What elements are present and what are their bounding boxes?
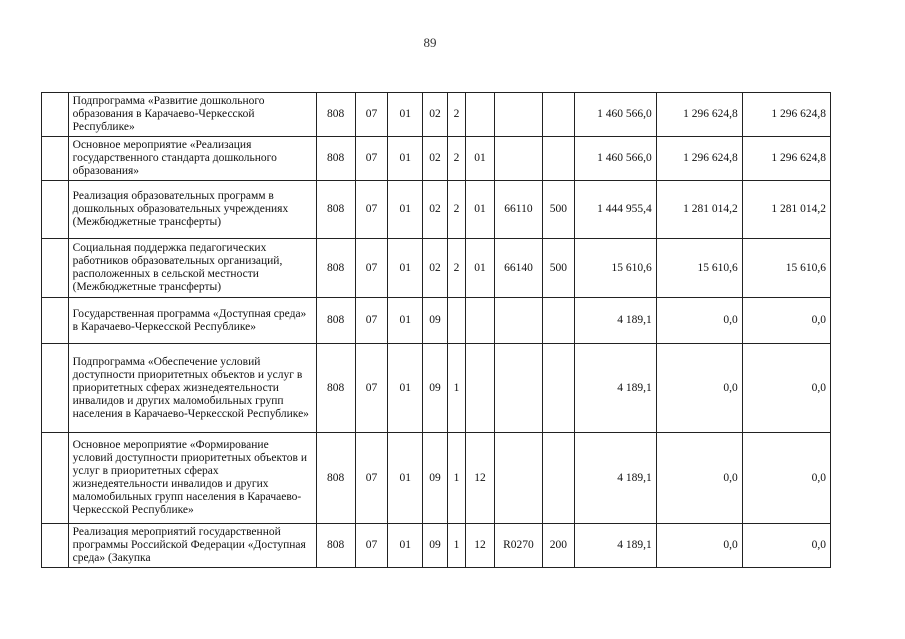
expense-type-cell: 200 bbox=[543, 524, 575, 568]
page-number: 89 bbox=[423, 35, 437, 50]
direction-code-cell bbox=[494, 93, 542, 137]
ministry-code-cell: 808 bbox=[316, 298, 355, 344]
expense-type-cell bbox=[543, 433, 575, 524]
blank-cell bbox=[42, 524, 69, 568]
ministry-code-cell: 808 bbox=[316, 433, 355, 524]
amount-year1-cell: 15 610,6 bbox=[574, 239, 656, 298]
amount-year3-cell: 0,0 bbox=[742, 298, 830, 344]
blank-cell bbox=[42, 298, 69, 344]
subprogram-code-cell: 1 bbox=[447, 524, 465, 568]
expense-type-cell bbox=[543, 344, 575, 433]
section-code-cell: 07 bbox=[355, 181, 388, 239]
measure-code-cell bbox=[466, 93, 495, 137]
item-name-cell: Подпрограмма «Обеспечение условий доступности приоритетных объектов и услуг в приоритетных сферах жизнедеятельности инвалидов и других маломобильных групп населения в Карачаево-Черкесской Республике» bbox=[68, 344, 316, 433]
subprogram-code-cell: 2 bbox=[447, 181, 465, 239]
measure-code-cell: 01 bbox=[466, 181, 495, 239]
item-name-cell: Подпрограмма «Развитие дошкольного образования в Карачаево-Черкесской Республике» bbox=[68, 93, 316, 137]
measure-code-cell: 01 bbox=[466, 239, 495, 298]
amount-year3-cell: 15 610,6 bbox=[742, 239, 830, 298]
blank-cell bbox=[42, 344, 69, 433]
amount-year2-cell: 15 610,6 bbox=[656, 239, 742, 298]
direction-code-cell bbox=[494, 137, 542, 181]
amount-year1-cell: 1 460 566,0 bbox=[574, 137, 656, 181]
blank-cell bbox=[42, 239, 69, 298]
item-name-cell: Основное мероприятие «Реализация государственного стандарта дошкольного образования» bbox=[68, 137, 316, 181]
budget-table bbox=[41, 92, 831, 568]
amount-year2-cell: 0,0 bbox=[656, 524, 742, 568]
amount-year3-cell: 0,0 bbox=[742, 344, 830, 433]
subprogram-code-cell: 2 bbox=[447, 137, 465, 181]
amount-year2-cell: 1 281 014,2 bbox=[656, 181, 742, 239]
program-code-cell: 02 bbox=[423, 137, 448, 181]
expense-type-cell bbox=[543, 137, 575, 181]
measure-code-cell: 12 bbox=[466, 433, 495, 524]
section-code-cell: 07 bbox=[355, 524, 388, 568]
program-code-cell: 09 bbox=[423, 433, 448, 524]
item-name-cell: Реализация мероприятий государственной программы Российской Федерации «Доступная среда» (Закупка bbox=[68, 524, 316, 568]
amount-year3-cell: 1 281 014,2 bbox=[742, 181, 830, 239]
table-row bbox=[42, 344, 831, 433]
amount-year2-cell: 1 296 624,8 bbox=[656, 93, 742, 137]
subsection-code-cell: 01 bbox=[388, 344, 423, 433]
amount-year3-cell: 0,0 bbox=[742, 524, 830, 568]
subsection-code-cell: 01 bbox=[388, 524, 423, 568]
expense-type-cell: 500 bbox=[543, 239, 575, 298]
item-name-cell: Реализация образовательных программ в дошкольных образовательных учреждениях (Межбюджетные трансферты) bbox=[68, 181, 316, 239]
amount-year3-cell: 0,0 bbox=[742, 433, 830, 524]
program-code-cell: 02 bbox=[423, 93, 448, 137]
subsection-code-cell: 01 bbox=[388, 181, 423, 239]
amount-year1-cell: 1 460 566,0 bbox=[574, 93, 656, 137]
section-code-cell: 07 bbox=[355, 239, 388, 298]
expense-type-cell bbox=[543, 93, 575, 137]
subprogram-code-cell: 1 bbox=[447, 344, 465, 433]
amount-year2-cell: 1 296 624,8 bbox=[656, 137, 742, 181]
section-code-cell: 07 bbox=[355, 344, 388, 433]
blank-cell bbox=[42, 433, 69, 524]
subsection-code-cell: 01 bbox=[388, 298, 423, 344]
direction-code-cell bbox=[494, 433, 542, 524]
item-name-cell: Государственная программа «Доступная среда» в Карачаево-Черкесской Республике» bbox=[68, 298, 316, 344]
measure-code-cell bbox=[466, 298, 495, 344]
section-code-cell: 07 bbox=[355, 298, 388, 344]
direction-code-cell: 66110 bbox=[494, 181, 542, 239]
table-row bbox=[42, 93, 831, 137]
direction-code-cell bbox=[494, 344, 542, 433]
program-code-cell: 02 bbox=[423, 181, 448, 239]
section-code-cell: 07 bbox=[355, 93, 388, 137]
table-row bbox=[42, 239, 831, 298]
blank-cell bbox=[42, 181, 69, 239]
amount-year2-cell: 0,0 bbox=[656, 344, 742, 433]
subsection-code-cell: 01 bbox=[388, 137, 423, 181]
ministry-code-cell: 808 bbox=[316, 344, 355, 433]
ministry-code-cell: 808 bbox=[316, 239, 355, 298]
blank-cell bbox=[42, 93, 69, 137]
table-row bbox=[42, 433, 831, 524]
amount-year1-cell: 4 189,1 bbox=[574, 433, 656, 524]
subsection-code-cell: 01 bbox=[388, 433, 423, 524]
amount-year2-cell: 0,0 bbox=[656, 298, 742, 344]
ministry-code-cell: 808 bbox=[316, 93, 355, 137]
direction-code-cell bbox=[494, 298, 542, 344]
direction-code-cell: R0270 bbox=[494, 524, 542, 568]
expense-type-cell: 500 bbox=[543, 181, 575, 239]
ministry-code-cell: 808 bbox=[316, 181, 355, 239]
measure-code-cell: 01 bbox=[466, 137, 495, 181]
expense-type-cell bbox=[543, 298, 575, 344]
measure-code-cell: 12 bbox=[466, 524, 495, 568]
program-code-cell: 02 bbox=[423, 239, 448, 298]
measure-code-cell bbox=[466, 344, 495, 433]
section-code-cell: 07 bbox=[355, 433, 388, 524]
item-name-cell: Социальная поддержка педагогических работников образовательных организаций, расположенных в сельской местности (Межбюджетные трансферты) bbox=[68, 239, 316, 298]
amount-year1-cell: 4 189,1 bbox=[574, 298, 656, 344]
table-row bbox=[42, 137, 831, 181]
ministry-code-cell: 808 bbox=[316, 137, 355, 181]
ministry-code-cell: 808 bbox=[316, 524, 355, 568]
subsection-code-cell: 01 bbox=[388, 239, 423, 298]
table-row bbox=[42, 298, 831, 344]
amount-year1-cell: 4 189,1 bbox=[574, 344, 656, 433]
program-code-cell: 09 bbox=[423, 524, 448, 568]
subprogram-code-cell: 2 bbox=[447, 239, 465, 298]
subprogram-code-cell: 2 bbox=[447, 93, 465, 137]
program-code-cell: 09 bbox=[423, 344, 448, 433]
blank-cell bbox=[42, 137, 69, 181]
amount-year3-cell: 1 296 624,8 bbox=[742, 137, 830, 181]
item-name-cell: Основное мероприятие «Формирование условий доступности приоритетных объектов и услуг в приоритетных сферах жизнедеятельности инвалидов и других маломобильных групп населения в Карачаево-Черкесской Республике» bbox=[68, 433, 316, 524]
program-code-cell: 09 bbox=[423, 298, 448, 344]
amount-year2-cell: 0,0 bbox=[656, 433, 742, 524]
subprogram-code-cell: 1 bbox=[447, 433, 465, 524]
amount-year1-cell: 1 444 955,4 bbox=[574, 181, 656, 239]
section-code-cell: 07 bbox=[355, 137, 388, 181]
table-row bbox=[42, 524, 831, 568]
subprogram-code-cell bbox=[447, 298, 465, 344]
table-row bbox=[42, 181, 831, 239]
subsection-code-cell: 01 bbox=[388, 93, 423, 137]
amount-year3-cell: 1 296 624,8 bbox=[742, 93, 830, 137]
amount-year1-cell: 4 189,1 bbox=[574, 524, 656, 568]
direction-code-cell: 66140 bbox=[494, 239, 542, 298]
